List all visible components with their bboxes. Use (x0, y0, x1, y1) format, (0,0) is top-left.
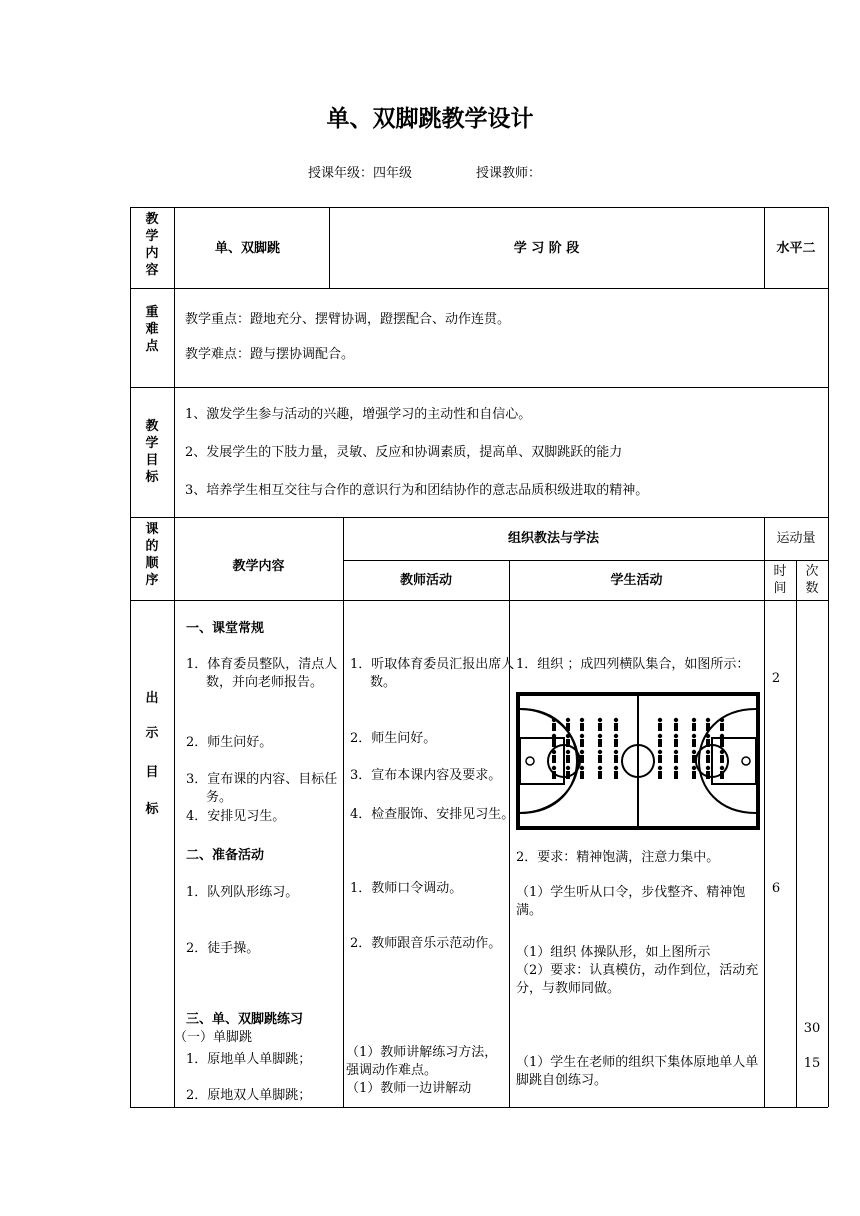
student-figure-body (598, 739, 602, 747)
teacher-8: （1）教师一边讲解动 (346, 1081, 472, 1096)
student-figure-body (674, 723, 678, 731)
student-figure-head (614, 718, 618, 722)
student-figure-body (658, 755, 662, 763)
student-figure-body (580, 739, 584, 747)
document-title: 单、双脚跳教学设计 (326, 106, 534, 132)
student-figure-body (614, 755, 618, 763)
content-4: 4．安排见习生。 (186, 809, 286, 824)
header-student: 学生活动 (610, 573, 663, 588)
student-figure-body (674, 739, 678, 747)
time-2: 6 (771, 881, 781, 896)
student-figure-head (720, 718, 724, 722)
student-figure-head (658, 718, 662, 722)
student-4: （1）组织 体操队形，如上图所示 (516, 945, 711, 960)
row3-label: 教学目标 (145, 419, 159, 485)
count-1: 30 (803, 1021, 821, 1036)
goal-3: 3、培养学生相互交往与合作的意识行为和团结协作的意志品质积级进取的精神。 (185, 483, 649, 498)
grade-label: 授课年级：四年级 (308, 166, 413, 181)
student-figure-head (552, 718, 556, 722)
row1-content: 单、双脚跳 (215, 241, 281, 256)
student-figure-head (552, 734, 556, 738)
content-6: 2．徒手操。 (186, 941, 260, 956)
student-figure-body (598, 755, 602, 763)
goal-2: 2、发展学生的下肢力量，灵敏、反应和协调素质，提高单、双脚跳跃的能力 (185, 445, 623, 460)
content-7: 1．原地单人单脚跳； (186, 1052, 312, 1067)
student-figure-head (706, 718, 710, 722)
section-jump: 三、单、双脚跳练习 (186, 1012, 304, 1027)
teacher-4: 4．检查服饰、安排见习生。 (350, 807, 515, 822)
section-warmup: 二、准备活动 (186, 848, 265, 863)
student-figure-head (598, 718, 602, 722)
header-content: 教学内容 (232, 559, 285, 574)
student-figure-head (658, 734, 662, 738)
student-figure-head (706, 734, 710, 738)
student-figure-body (706, 771, 710, 779)
header-load: 运动量 (776, 531, 816, 546)
order-char-4: 标 (145, 802, 159, 817)
section-routine: 一、课堂常规 (186, 621, 265, 636)
student-figure-body (674, 771, 678, 779)
student-figure-head (566, 750, 570, 754)
student-figure-body (720, 771, 724, 779)
order-char-2: 示 (145, 726, 159, 741)
teacher-6: 2．教师跟音乐示范动作。 (350, 936, 502, 951)
student-figure-body (692, 755, 696, 763)
student-figure-body (658, 771, 662, 779)
student-figure-body (566, 755, 570, 763)
time-1: 2 (771, 671, 781, 686)
student-figure-body (566, 739, 570, 747)
student-figure-body (706, 739, 710, 747)
student-figure-body (552, 755, 556, 763)
teacher-3: 3．宣布本课内容及要求。 (350, 768, 502, 783)
student-figure-body (552, 771, 556, 779)
student-figure-body (614, 723, 618, 731)
header-teacher: 教师活动 (399, 573, 452, 588)
header-time: 时间 (773, 564, 787, 596)
row2-label: 重难点 (145, 305, 159, 354)
row1-level: 水平二 (776, 241, 816, 256)
difficulty-text: 教学难点：蹬与摆协调配合。 (185, 347, 355, 362)
student-figure-head (614, 750, 618, 754)
header-method: 组织教法与学法 (507, 531, 599, 546)
student-figure-head (566, 734, 570, 738)
student-figure-body (580, 771, 584, 779)
student-figure-body (706, 723, 710, 731)
student-figure-body (692, 723, 696, 731)
student-5: （2）要求：认真模仿，动作到位，活动充分，与教师同做。 (516, 963, 759, 996)
student-figure-body (720, 755, 724, 763)
student-figure-head (674, 718, 678, 722)
content-8: 2．原地双人单脚跳； (186, 1088, 312, 1103)
student-figure-body (692, 739, 696, 747)
header-order: 课的顺序 (145, 522, 159, 588)
goal-1: 1、激发学生参与活动的兴趣，增强学习的主动性和自信心。 (185, 407, 532, 422)
content-3: 3．宣布课的内容、目标任务。 (186, 772, 338, 805)
student-figure-head (566, 766, 570, 770)
order-char-1: 出 (145, 691, 159, 706)
student-figure-body (692, 771, 696, 779)
content-1: 1．体育委员整队，清点人数，并向老师报告。 (186, 657, 338, 690)
student-figure-head (692, 734, 696, 738)
count-2: 15 (803, 1056, 821, 1071)
student-figure-body (720, 723, 724, 731)
teacher-2: 2．师生问好。 (350, 731, 437, 746)
student-figure-head (598, 734, 602, 738)
student-figure-body (566, 771, 570, 779)
student-figure-head (674, 734, 678, 738)
student-figure-head (720, 750, 724, 754)
student-figure-head (720, 766, 724, 770)
student-6: （1）学生在老师的组织下集体原地单人单脚跳自创练习。 (516, 1055, 759, 1088)
student-figure-head (552, 750, 556, 754)
student-2: 2．要求：精神饱满，注意力集中。 (516, 850, 720, 865)
subsection-single: （一）单脚跳 (174, 1030, 253, 1045)
student-figure-body (598, 771, 602, 779)
teacher-7: （1）教师讲解练习方法，强调动作难点。 (346, 1045, 498, 1078)
content-5: 1．队列队形练习。 (186, 885, 299, 900)
student-figure-head (658, 750, 662, 754)
student-figure-body (580, 723, 584, 731)
student-figure-head (674, 766, 678, 770)
row1-stage: 学 习 阶 段 (513, 241, 580, 256)
student-figure-head (706, 766, 710, 770)
student-1: 1．组织 ；成四列横队集合，如图所示： (516, 657, 750, 672)
student-figure-head (614, 734, 618, 738)
student-figure-head (598, 766, 602, 770)
formation-diagram (516, 692, 760, 830)
student-figure-head (580, 718, 584, 722)
focus-text: 教学重点：蹬地充分、摆臂协调，蹬摆配合、动作连贯。 (185, 312, 511, 327)
student-figure-body (658, 739, 662, 747)
student-figure-body (720, 739, 724, 747)
order-char-3: 目 (145, 765, 159, 780)
student-3: （1）学生听从口令，步伐整齐、精神饱满。 (516, 885, 746, 918)
student-figure-body (706, 755, 710, 763)
student-figure-head (706, 750, 710, 754)
student-figure-body (580, 755, 584, 763)
student-figure-head (552, 766, 556, 770)
student-figure-head (692, 718, 696, 722)
student-figure-head (614, 766, 618, 770)
student-figure-head (692, 750, 696, 754)
row1-label: 教学内容 (145, 212, 159, 278)
student-figure-head (566, 718, 570, 722)
student-figure-body (658, 723, 662, 731)
header-count: 次数 (805, 564, 819, 596)
student-figure-body (552, 723, 556, 731)
student-figure-body (674, 755, 678, 763)
student-figure-head (720, 734, 724, 738)
student-figure-body (614, 771, 618, 779)
student-figure-body (614, 739, 618, 747)
student-figure-head (674, 750, 678, 754)
student-figure-body (566, 723, 570, 731)
teacher-1: 1．听取体育委员汇报出席人数。 (350, 657, 515, 690)
student-figure-head (658, 766, 662, 770)
student-figure-head (692, 766, 696, 770)
student-figure-head (598, 750, 602, 754)
student-figure-body (598, 723, 602, 731)
student-figure-head (580, 766, 584, 770)
student-figure-head (580, 734, 584, 738)
teacher-label: 授课教师： (476, 166, 542, 181)
teacher-5: 1．教师口令调动。 (350, 881, 463, 896)
content-2: 2．师生问好。 (186, 735, 273, 750)
student-figure-head (580, 750, 584, 754)
student-figure-body (552, 739, 556, 747)
